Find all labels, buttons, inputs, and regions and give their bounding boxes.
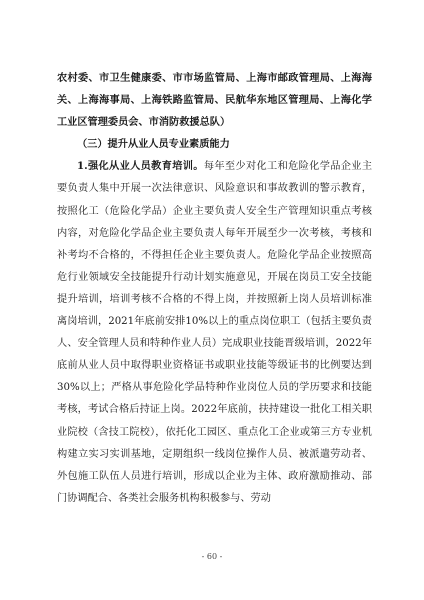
item-paragraph bbox=[57, 155, 372, 510]
intro-departments-text: 农村委、市卫生健康委、市市场监管局、上海市邮政管理局、上海海关、上海海事局、上海铁路监管局、民航华东地区管理局、上海化学工业区管理委员会、市消防救援总队） bbox=[57, 72, 372, 129]
section-heading: （三）提升从业人员专业素质能力 bbox=[77, 138, 230, 151]
page-number: - 60 - bbox=[201, 552, 223, 561]
item-body: 每年至少对化工和危险化学品企业主要负责人集中开展一次法律意识、风险意识和事故教训的警示教育，按照化工（危险化学品）企业主要负责人安全生产管理知识重点考核内容，对危险化学品企业主要负责人每年开展至少一次考核，考核和补考均不合格的，不得担任企业主要负责人。危险化学品企业按照高危行业领域安全技能提升行动计划实施意见，开展在岗员工安全技能提升培训，培训考核不合格的不得上岗，并按照新上岗人员培训标准离岗培训，2021年底前安排10%以上的重点岗位职工（包括主要负责人、安全管理人员和特种作业人员）完成职业技能晋级培训，2022年底前从业人员中取得职业资格证书或职业技能等级证书的比例要达到30%以上；严格从事危险化学品特种作业岗位人员的学历要求和技能考核，考试合格后持证上岗。2022年底前，扶持建设一批化工相关职业院校（含技工院校），依托化工园区、重点化工企业或第三方专业机构建立实习实训基地，定期组织一线岗位操作人员、被派遣劳动者、外包施工队伍人员进行培训，形成以企业为主体、政府激励推动、部门协调配合、各类社会服务机构积极参与、劳动 bbox=[57, 161, 373, 504]
item-title: 1.强化从业人员教育培训。 bbox=[77, 160, 204, 173]
document-body bbox=[57, 67, 372, 510]
